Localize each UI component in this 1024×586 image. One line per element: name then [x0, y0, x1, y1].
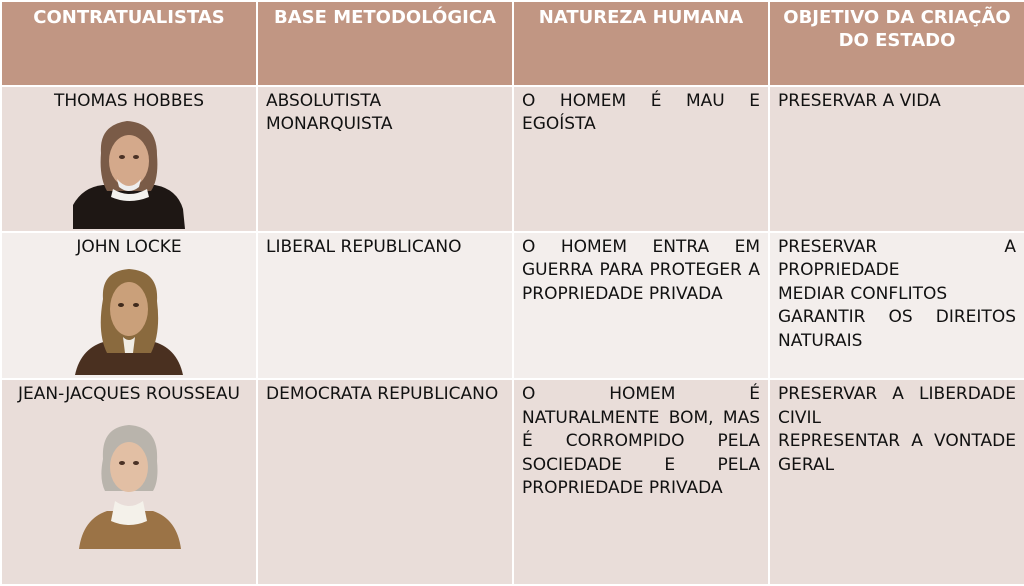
- header-contratualistas: CONTRATUALISTAS: [1, 1, 257, 86]
- table-row: [1, 379, 1024, 585]
- table-row: [1, 86, 1024, 232]
- header-objetivo-estado: OBJETIVO DA CRIAÇÃO DO ESTADO: [769, 1, 1024, 86]
- objetivo-item: PRESERVAR A PROPRIEDADE: [778, 236, 1016, 281]
- contratualista-name: THOMAS HOBBES: [53, 90, 205, 111]
- portrait-jean-jacques-rousseau: [73, 421, 185, 549]
- header-natureza-humana: NATUREZA HUMANA: [513, 1, 769, 86]
- base-metodologica-cell: LIBERAL REPUBLICANO: [257, 232, 513, 379]
- objetivo-item: PRESERVAR A LIBERDADE CIVIL: [778, 384, 1016, 428]
- objetivo-cell: [769, 232, 1024, 379]
- header-base-metodologica: BASE METODOLÓGICA: [257, 1, 513, 86]
- objetivo-item: PRESERVAR A VIDA: [778, 90, 941, 111]
- portrait-john-locke: [73, 263, 185, 375]
- objetivo-item: REPRESENTAR A VONTADE GERAL: [778, 431, 1016, 475]
- contratualista-name: JEAN-JACQUES ROUSSEAU: [18, 384, 240, 405]
- header-row: [1, 1, 1024, 86]
- portrait-thomas-hobbes: [73, 117, 185, 229]
- contratualista-cell: [1, 86, 257, 232]
- objetivo-item: MEDIAR CONFLITOS: [778, 283, 948, 304]
- contratualista-name: JOHN LOCKE: [76, 236, 182, 257]
- objetivo-cell: [769, 379, 1024, 585]
- table-row: [1, 232, 1024, 379]
- base-metodologica-cell: DEMOCRATA REPUBLICANO: [257, 379, 513, 585]
- natureza-humana-cell: O HOMEM ENTRA EM GUERRA PARA PROTEGER A PROPRIEDADE PRIVADA: [513, 232, 769, 379]
- contratualista-cell: [1, 232, 257, 379]
- objetivo-cell: [769, 86, 1024, 232]
- natureza-humana-cell: O HOMEM É MAU E EGOÍSTA: [513, 86, 769, 232]
- natureza-humana-cell: O HOMEM É NATURALMENTE BOM, MAS É CORROMPIDO PELA SOCIEDADE E PELA PROPRIEDADE PRIVADA: [513, 379, 769, 585]
- base-metodologica-cell: ABSOLUTISTA MONARQUISTA: [257, 86, 513, 232]
- contratualista-cell: [1, 379, 257, 585]
- objetivo-item: GARANTIR OS DIREITOS NATURAIS: [778, 307, 1016, 351]
